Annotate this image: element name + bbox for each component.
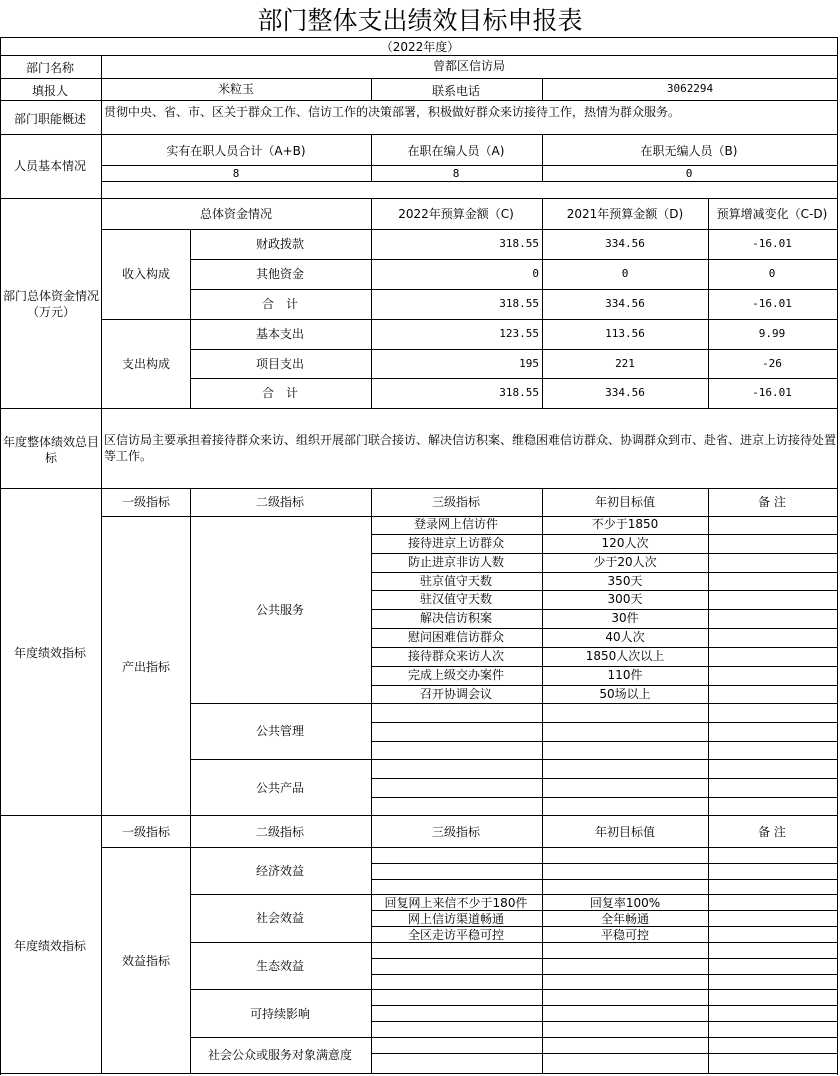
income-row-c: 318.55 (499, 237, 539, 250)
income-row-d: 334.56 (605, 237, 645, 250)
perf-row-name: 回复网上来信不少于180件 (384, 896, 528, 910)
perf-header-level1: 一级指标 (121, 495, 171, 509)
perf-group: 公共管理 (255, 724, 305, 738)
staff-header-total: 实有在职人员合计（A+B) (166, 144, 306, 158)
income-row-diff: -16.01 (752, 297, 792, 310)
perf-header-level3: 三级指标 (431, 495, 481, 509)
perf-row-name: 接待群众来访人次 (407, 649, 505, 663)
perf-level1: 产出指标 (121, 660, 171, 674)
expense-row-c: 318.55 (499, 386, 539, 399)
perf-row-target: 40人次 (605, 630, 645, 644)
income-row-diff: -16.01 (752, 237, 792, 250)
perf-row-target: 平稳可控 (600, 928, 650, 942)
perf-row-target: 120人次 (601, 536, 649, 550)
expense-row-c: 195 (519, 357, 539, 370)
perf-group: 可持续影响 (249, 1007, 311, 1021)
perf-row-name: 驻京值守天数 (419, 574, 493, 588)
perf-row-name: 召开协调会议 (419, 687, 493, 701)
filler-label: 填报人 (31, 84, 69, 98)
income-row-c: 0 (532, 267, 539, 280)
perf-header-level3: 三级指标 (431, 825, 481, 839)
perf-header-level1: 一级指标 (121, 825, 171, 839)
perf-row-target: 不少于1850 (591, 517, 659, 531)
function-label: 部门职能概述 (13, 112, 87, 126)
perf-row-name: 网上信访渠道畅通 (407, 912, 505, 926)
perf-row-name: 防止进京非访人数 (407, 555, 505, 569)
goal-value: 区信访局主要承担着接待群众来访、组织开展部门联合接访、解决信访积案、维稳困难信访群众、协调群众到市、赴省、进京上访接待处置等工作。 (104, 433, 837, 463)
phone-value: 3062294 (666, 82, 714, 95)
perf-row-target: 全年畅通 (600, 912, 650, 926)
perf-row-target: 50场以上 (599, 687, 651, 701)
perf-group: 公共产品 (255, 781, 305, 795)
perf-row-target: 300天 (607, 592, 643, 606)
expense-label: 支出构成 (121, 357, 171, 371)
form-year: （2022年度） (380, 40, 460, 54)
funds-header-change: 预算增减变化（C-D) (716, 207, 828, 221)
staff-value-a: 8 (452, 167, 460, 180)
expense-row-d: 334.56 (605, 386, 645, 399)
perf-row-name: 驻汉值守天数 (419, 592, 493, 606)
income-label: 收入构成 (121, 267, 171, 281)
perf-row-target: 回复率100% (589, 896, 661, 910)
perf-group: 社会公众或服务对象满意度 (207, 1048, 353, 1062)
dept-name-value: 曾都区信访局 (432, 59, 506, 73)
perf-row-name: 慰问困难信访群众 (407, 630, 505, 644)
perf-group: 社会效益 (255, 911, 305, 925)
perf-row-name: 解决信访积案 (419, 611, 493, 625)
perf-group: 公共服务 (255, 603, 305, 617)
expense-row-d: 113.56 (605, 327, 645, 340)
perf-header-target: 年初目标值 (594, 825, 656, 839)
perf-row-name: 接待进京上访群众 (407, 536, 505, 550)
staff-value-b: 0 (685, 167, 693, 180)
income-row-d: 0 (621, 267, 629, 280)
staff-label: 人员基本情况 (13, 159, 87, 173)
funds-header-c: 2022年预算金额（C) (398, 207, 514, 221)
perf-header-level2: 二级指标 (255, 825, 305, 839)
expense-row-c: 123.55 (499, 327, 539, 340)
perf-row-target: 少于20人次 (593, 555, 657, 569)
perf-label: 年度绩效指标 (13, 939, 87, 953)
funds-header-d: 2021年预算金额（D) (566, 207, 684, 221)
perf-row-target: 350天 (607, 574, 643, 588)
income-row-c: 318.55 (499, 297, 539, 310)
perf-header-note: 备 注 (758, 495, 786, 509)
perf-group: 经济效益 (255, 864, 305, 878)
perf-level1: 效益指标 (121, 954, 171, 968)
funds-label: 部门总体资金情况（万元） (2, 289, 99, 319)
perf-row-target: 110件 (607, 668, 643, 682)
perf-row-target: 30件 (611, 611, 639, 625)
perf-header-level2: 二级指标 (255, 495, 305, 509)
perf-header-note: 备 注 (758, 825, 786, 839)
perf-group: 生态效益 (255, 959, 305, 973)
filler-value: 米粒玉 (217, 82, 255, 96)
form-title: 部门整体支出绩效目标申报表 (257, 6, 583, 35)
perf-row-target: 1850人次以上 (585, 649, 665, 663)
income-row-diff: 0 (768, 267, 776, 280)
income-row-name: 财政拨款 (255, 237, 305, 251)
goal-label: 年度整体绩效总目标 (2, 435, 99, 465)
staff-header-a: 在职在编人员（A) (407, 144, 505, 158)
expense-row-d: 221 (615, 357, 635, 370)
perf-header-target: 年初目标值 (594, 495, 656, 509)
expense-row-name: 项目支出 (255, 357, 305, 371)
expense-row-name: 基本支出 (255, 327, 305, 341)
perf-row-name: 完成上级交办案件 (407, 668, 505, 682)
staff-value-total: 8 (232, 167, 240, 180)
perf-row-name: 全区走访平稳可控 (407, 928, 505, 942)
funds-header-overall: 总体资金情况 (199, 207, 273, 221)
staff-header-b: 在职无编人员（B) (640, 144, 738, 158)
income-row-name: 合 计 (261, 297, 299, 311)
perf-label: 年度绩效指标 (13, 646, 87, 660)
function-value: 贯彻中央、省、市、区关于群众工作、信访工作的决策部署，积极做好群众来访接待工作，热情为群众服务。 (104, 105, 681, 119)
dept-name-label: 部门名称 (25, 61, 75, 75)
perf-row-name: 登录网上信访件 (413, 517, 499, 531)
expense-row-diff: -16.01 (752, 386, 792, 399)
expense-row-name: 合 计 (261, 386, 299, 400)
expense-row-diff: -26 (762, 357, 782, 370)
phone-label: 联系电话 (431, 84, 481, 98)
income-row-d: 334.56 (605, 297, 645, 310)
expense-row-diff: 9.99 (758, 327, 786, 340)
income-row-name: 其他资金 (255, 267, 305, 281)
